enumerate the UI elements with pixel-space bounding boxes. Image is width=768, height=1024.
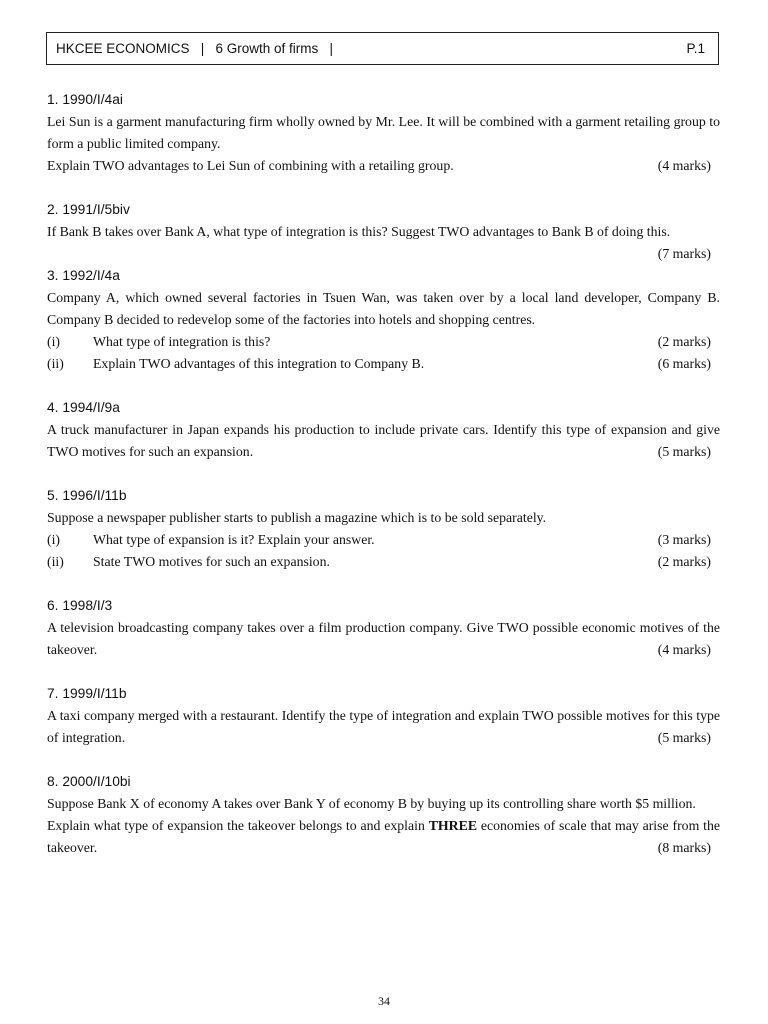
sub-question (47, 331, 720, 353)
instruction-text-start: Explain what type of expansion the takeover belongs to and explain (47, 818, 429, 833)
marks-label: (8 marks) (657, 840, 711, 855)
page-header (46, 32, 719, 65)
question-instruction (47, 155, 720, 177)
question-8 (47, 771, 720, 859)
marks-label: (4 marks) (657, 642, 711, 657)
question-heading: 1. 1990/I/4ai (47, 92, 123, 107)
marks-label: (6 marks) (657, 356, 711, 371)
question-1 (47, 89, 720, 177)
question-text: Suppose a newspaper publisher starts to publish a magazine which is to be sold separately. (47, 510, 547, 525)
sub-question (47, 529, 720, 551)
question-body: If Bank B takes over Bank A, what type of integration is this? Suggest TWO advantages to Bank B of doing this. (47, 224, 671, 239)
question-heading: 4. 1994/I/9a (47, 400, 120, 415)
page-footer-number: 34 (378, 994, 390, 1008)
question-heading: 7. 1999/I/11b (47, 686, 127, 701)
header-page-number: P.1 (686, 41, 705, 56)
question-text: Company A, which owned several factories in Tsuen Wan, was taken over by a local land developer, Company B. Company B decided to redevelop some of the factories into hotels and shopping centres. (47, 290, 720, 327)
question-text (47, 617, 720, 661)
question-body: A truck manufacturer in Japan expands his production to include private cars. Identify this type of expansion and give TWO motives for such an expansion. (47, 422, 720, 459)
sub-question-text: State TWO motives for such an expansion. (93, 554, 330, 569)
sub-question (47, 353, 720, 375)
sub-question-text: What type of integration is this? (93, 334, 271, 349)
question-3 (47, 265, 720, 375)
sub-question-number: (ii) (47, 356, 64, 371)
instruction-text-end: economies of scale that may arise from the takeover. (47, 818, 720, 855)
question-text: Lei Sun is a garment manufacturing firm wholly owned by Mr. Lee. It will be combined with a garment retailing group to form a public limited company. (47, 114, 720, 151)
question-heading: 2. 1991/I/5biv (47, 202, 130, 217)
question-heading: 6. 1998/I/3 (47, 598, 113, 613)
question-list (47, 89, 720, 881)
sub-question-number: (i) (47, 532, 61, 547)
sub-question-number: (i) (47, 334, 61, 349)
question-text (47, 419, 720, 463)
marks-label: (5 marks) (657, 444, 711, 459)
question-text (47, 221, 720, 261)
question-body: A television broadcasting company takes over a film production company. Give TWO possible economic motives of the takeover. (47, 620, 720, 657)
question-heading: 3. 1992/I/4a (47, 268, 120, 283)
question-text: Suppose Bank X of economy A takes over Bank Y of economy B by buying up its controlling share worth $5 million. (47, 796, 696, 811)
sub-question-number: (ii) (47, 554, 64, 569)
question-4 (47, 397, 720, 463)
sub-question-text: What type of expansion is it? Explain your answer. (93, 532, 375, 547)
marks-label: (2 marks) (657, 554, 711, 569)
marks-label: (3 marks) (657, 532, 711, 547)
question-heading: 8. 2000/I/10bi (47, 774, 131, 789)
marks-label: (5 marks) (657, 730, 711, 745)
marks-label: (4 marks) (657, 158, 711, 173)
question-2 (47, 199, 720, 261)
sub-question (47, 551, 720, 573)
question-6 (47, 595, 720, 661)
marks-label: (7 marks) (657, 246, 711, 261)
instruction-text: Explain TWO advantages to Lei Sun of combining with a retailing group. (47, 158, 454, 173)
question-body: A taxi company merged with a restaurant. Identify the type of integration and explain TWO possible motives for this type of integration. (47, 708, 720, 745)
question-7 (47, 683, 720, 749)
question-5 (47, 485, 720, 573)
header-title: HKCEE ECONOMICS | 6 Growth of firms | (56, 41, 334, 56)
sub-question-text: Explain TWO advantages of this integration to Company B. (93, 356, 425, 371)
question-instruction (47, 815, 720, 859)
emphasis-three: THREE (428, 818, 478, 833)
question-heading: 5. 1996/I/11b (47, 488, 127, 503)
question-text (47, 705, 720, 749)
marks-label: (2 marks) (657, 334, 711, 349)
